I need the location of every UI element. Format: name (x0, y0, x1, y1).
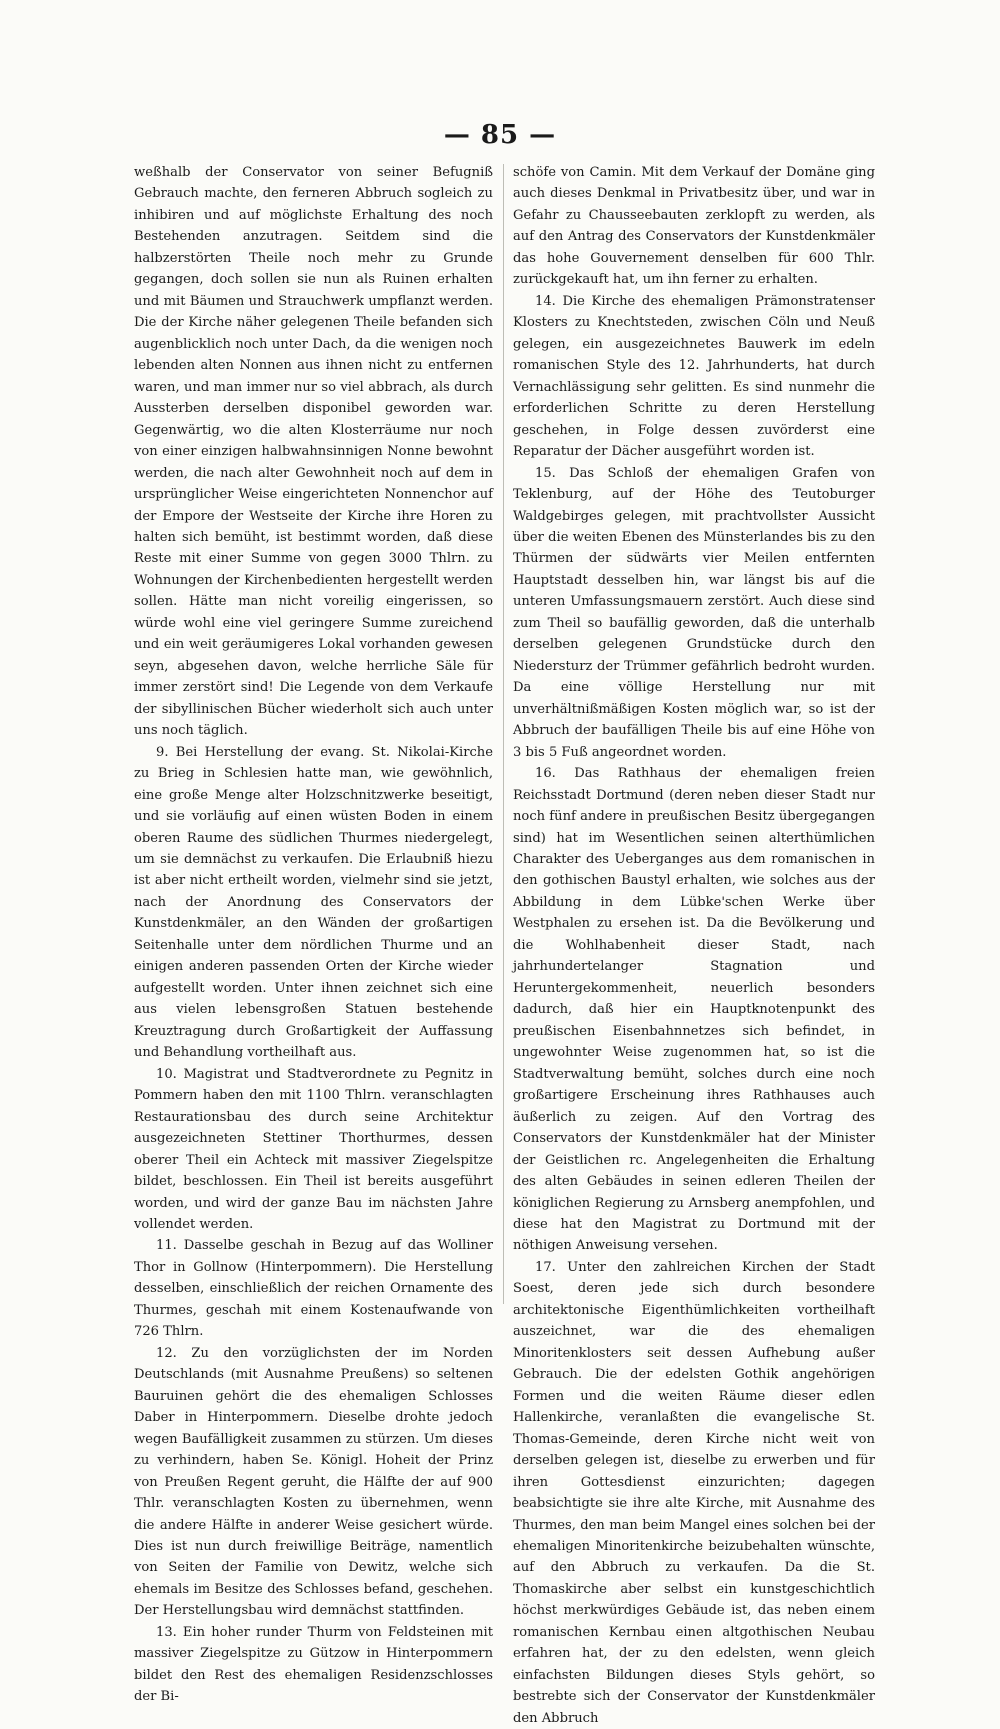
column-divider (503, 164, 504, 1304)
left-column (134, 162, 493, 1705)
paragraph-item-10: 10. Magistrat und Stadtverordnete zu Pegnitz in Pommern haben den mit 1100 Thlrn. veranschlagten Restaurationsbau des durch seine Architektur ausgezeichneten Stettiner Thorthurmes, dessen oberer Theil ein Achteck mit massiver Ziegelspitze bildet, beschlossen. Ein Theil ist bereits ausgeführt worden, und wird der ganze Bau im nächsten Jahre vollendet werden. (134, 1066, 493, 1232)
paragraph-item-17: 17. Unter den zahlreichen Kirchen der Stadt Soest, deren jede sich durch besondere architektonische Eigenthümlichkeiten vortheilhaft auszeichnet, war die des ehemaligen Minoritenklosters seit dessen Aufhebung außer Gebrauch. Die der edelsten Gothik angehörigen Formen und die weiten Räume dieser edlen Hallenkirche, veranlaßten die evangelische St. Thomas-Gemeinde, deren Kirche nicht weit von derselben gelegen ist, dieselbe zu erwerben und für ihren Gottesdienst einzurichten; dagegen beabsichtigte sie ihre alte Kirche, mit Ausnahme des Thurmes, den man beim Mangel eines solchen bei der ehemaligen Minoritenkirche beizubehalten wünschte, auf den Abbruch zu verkaufen. Da die St. Thomaskirche aber selbst ein kunstgeschichtlich höchst merkwürdiges Gebäude ist, das neben einem romanischen Kernbau einen altgothischen Neubau erfahren hat, der zu den edelsten, wenn gleich einfachsten Bildungen dieses Styls gehört, so bestrebte sich der Conservator der Kunstdenkmäler den Abbruch (513, 1259, 875, 1726)
paragraph-item-9: 9. Bei Herstellung der evang. St. Nikolai-Kirche zu Brieg in Schlesien hatte man, wie gewöhnlich, eine große Menge alter Holzschnitzwerke beseitigt, und sie vorläufig auf einen wüsten Boden in einem oberen Raume des südlichen Thurmes niedergelegt, um sie demnächst zu verkaufen. Die Erlaubniß hiezu ist aber nicht ertheilt worden, vielmehr sind sie jetzt, nach der Anordnung des Conservators der Kunstdenkmäler, an den Wänden der großartigen Seitenhalle unter dem nördlichen Thurme und an einigen anderen passenden Orten der Kirche wieder aufgestellt worden. Unter ihnen zeichnet sich eine aus vielen lebensgroßen Statuen bestehende Kreuztragung durch Großartigkeit der Auffassung und Behandlung vortheilhaft aus. (134, 744, 493, 1061)
paragraph-item-13: 13. Ein hoher runder Thurm von Feldsteinen mit massiver Ziegelspitze zu Gützow in Hinterpommern bildet den Rest des ehemaligen Residenzschlosses der Bi- (134, 1624, 493, 1705)
right-column (513, 162, 875, 1726)
paragraph-item-15: 15. Das Schloß der ehemaligen Grafen von Teklenburg, auf der Höhe des Teutoburger Waldgebirges gelegen, mit prachtvollster Aussicht über die weiten Ebenen des Münsterlandes bis zu den Thürmen der südwärts vier Meilen entfernten Hauptstadt desselben hin, war längst bis auf die unteren Umfassungsmauern zerstört. Auch diese sind zum Theil so baufällig geworden, daß die unterhalb derselben gelegenen Grundstücke durch den Niedersturz der Trümmer gefährlich bedroht wurden. Da eine völlige Herstellung nur mit unverhältnißmäßigen Kosten möglich war, so ist der Abbruch der baufälligen Theile bis auf eine Höhe von 3 bis 5 Fuß angeordnet worden. (513, 465, 875, 760)
paragraph-item-16: 16. Das Rathhaus der ehemaligen freien Reichsstadt Dortmund (deren neben dieser Stadt nur noch fünf andere in preußischen Besitz übergegangen sind) hat im Wesentlichen seinen alterthümlichen Charakter des Ueberganges aus dem romanischen in den gothischen Baustyl erhalten, wie solches aus der Abbildung in dem Lübke'schen Werke über Westphalen zu ersehen ist. Da die Bevölkerung und die Wohlhabenheit dieser Stadt, nach jahrhundertelanger Stagnation und Heruntergekommenheit, neuerlich besonders dadurch, daß hier ein Hauptknotenpunkt des preußischen Eisenbahnnetzes sich befindet, in ungewohnter Weise zugenommen hat, so ist die Stadtverwaltung bemüht, solches durch eine noch großartigere Erscheinung ihres Rathhauses auch äußerlich zu zeigen. Auf den Vortrag des Conservators der Kunstdenkmäler hat der Minister der Geistlichen rc. Angelegenheiten die Erhaltung des alten Gebäudes in seinen edleren Theilen der königlichen Regierung zu Arnsberg anempfohlen, und diese hat den Magistrat zu Dortmund mit der nöthigen Anweisung versehen. (513, 766, 875, 1254)
paragraph-item-14: 14. Die Kirche des ehemaligen Prämonstratenser Klosters zu Knechtsteden, zwischen Cöln und Neuß gelegen, ein ausgezeichnetes Bauwerk im edeln romanischen Style des 12. Jahrhunderts, hat durch Vernachlässigung sehr gelitten. Es sind nunmehr die erforderlichen Schritte zu deren Herstellung geschehen, in Folge dessen zuvörderst eine Reparatur der Dächer ausgeführt worden ist. (513, 293, 875, 460)
page-number: — 85 — (443, 120, 557, 150)
paragraph-item-12: 12. Zu den vorzüglichsten der im Norden Deutschlands (mit Ausnahme Preußens) so seltenen Bauruinen gehört die des ehemaligen Schlosses Daber in Hinterpommern. Dieselbe drohte jedoch wegen Baufälligkeit zusammen zu stürzen. Um dieses zu verhindern, haben Se. Königl. Hoheit der Prinz von Preußen Regent geruht, die Hälfte der auf 900 Thlr. veranschlagten Kosten zu übernehmen, wenn die andere Hälfte in anderer Weise gesichert würde. Dies ist nun durch freiwillige Beiträge, namentlich von Seiten der Familie von Dewitz, welche sich ehemals im Besitze des Schlosses befand, geschehen. Der Herstellungsbau wird demnächst stattfinden. (134, 1345, 493, 1619)
paragraph-item-11: 11. Dasselbe geschah in Bezug auf das Wolliner Thor in Gollnow (Hinterpommern). Die Herstellung desselben, einschließlich der reichen Ornamente des Thurmes, geschah mit einem Kostenaufwande von 726 Thlrn. (134, 1238, 493, 1340)
paragraph-continuation: schöfe von Camin. Mit dem Verkauf der Domäne ging auch dieses Denkmal in Privatbesitz über, und war in Gefahr zu Chausseebauten zerklopft zu werden, als auf den Antrag des Conservators der Kunstdenkmäler das hohe Gouvernement denselben für 600 Thlr. zurückgekauft hat, um ihn ferner zu erhalten. (513, 165, 875, 288)
paragraph-continuation: weßhalb der Conservator von seiner Befugniß Gebrauch machte, den ferneren Abbruch sogleich zu inhibiren und auf möglichste Erhaltung des noch Bestehenden anzutragen. Seitdem sind die halbzerstörten Theile noch mehr zu Grunde gegangen, doch sollen sie nun als Ruinen erhalten und mit Bäumen und Strauchwerk umpflanzt werden. Die der Kirche näher gelegenen Theile befanden sich augenblicklich noch unter Dach, da die wenigen noch lebenden alten Nonnen aus ihnen nicht zu entfernen waren, und man immer nur so viel abbrach, als durch Aussterben derselben disponibel geworden war. Gegenwärtig, wo die alten Klosterräume nur noch von einer einzigen halbwahnsinnigen Nonne bewohnt werden, die nach alter Gewohnheit noch auf dem in ursprünglicher Weise eingerichteten Nonnenchor auf der Empore der Westseite der Kirche ihre Horen zu halten sich bemüht, ist bestimmt worden, daß diese Reste mit einer Summe von gegen 3000 Thlrn. zu Wohnungen der Kirchenbedienten hergestellt werden sollen. Hätte man nicht voreilig eingerissen, so würde wohl eine viel geringere Summe zureichend und ein weit geräumigeres Lokal vorhanden gewesen seyn, abgesehen davon, welche herrliche Säle für immer zerstört sind! Die Legende von dem Verkaufe der sibyllinischen Bücher wiederholt sich auch unter uns noch täglich. (134, 165, 493, 739)
